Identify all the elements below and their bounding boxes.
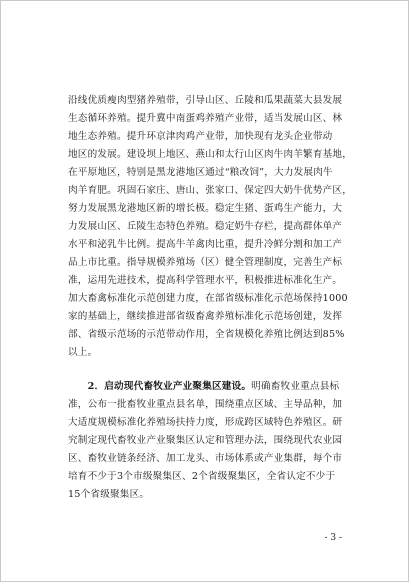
text-line: 以上。 bbox=[68, 347, 98, 358]
text-line: 区、畜牧业链条经济、加工龙头、市场体系或产业集群，每个市 bbox=[68, 453, 343, 464]
text-line: 部、省级示范场的示范带动作用，全省规模化养殖比例达到85% bbox=[68, 329, 345, 340]
text-line: 准，运用先进技术，提高科学管理水平，积极推进标准化生产。 bbox=[68, 275, 343, 286]
text-line: 地区的发展。建设坝上地区、燕山和太行山区肉牛肉羊繁育基地， bbox=[68, 149, 353, 160]
text-line bbox=[68, 378, 360, 396]
page-number: - 3 - bbox=[324, 533, 342, 543]
text-line: 品上市比重。指导规模养殖场（区）健全管理制度，完善生产标 bbox=[68, 257, 343, 268]
paragraph-livestock-layout bbox=[68, 92, 360, 362]
text-line: 力发展山区、丘陵生态特色养殖。稳定奶牛存栏，提高群体单产 bbox=[68, 221, 343, 232]
text-line: 准，公布一批畜牧业重点县名单，围绕重点区域、主导品种，加 bbox=[68, 399, 343, 410]
text-line: 生态循环养殖。提升冀中南蛋鸡养殖产业带，适当发展山区、林 bbox=[68, 113, 343, 124]
text-line: 水平和泌乳牛比例。提高牛羊禽肉比重，提升冷鲜分割和加工产 bbox=[68, 239, 343, 250]
text-line: 沿线优质瘦肉型猪养殖带，引导山区、丘陵和瓜果蔬菜大县发展 bbox=[68, 95, 343, 106]
text-line: 加大畜禽标准化示范创建力度，在部省级标准化示范场保持1000 bbox=[68, 293, 348, 304]
paragraph-industry-cluster bbox=[68, 378, 360, 504]
text-line: 大适度规模标准化养殖场扶持力度，形成跨区域特色养殖区。研 bbox=[68, 417, 343, 428]
text-line: 培育不少于3个市级聚集区、2个省级聚集区，全省认定不少于 bbox=[68, 471, 336, 482]
text-line: 15个省级聚集区。 bbox=[68, 489, 150, 500]
text-line: 家的基础上，继续推进部省级畜禽养殖标准化示范场创建，发挥 bbox=[68, 311, 343, 322]
heading-continuation: 明确畜牧业重点县标 bbox=[251, 381, 340, 392]
text-line: 肉羊育肥。巩固石家庄、唐山、张家口、保定四大奶牛优势产区， bbox=[68, 185, 353, 196]
section-heading: 2．启动现代畜牧业产业聚集区建设。 bbox=[87, 381, 252, 392]
text-line: 在平原地区，特别是黑龙港地区通过“粮改饲”，大力发展肉牛 bbox=[68, 167, 333, 178]
text-line: 究制定现代畜牧业产业聚集区认定和管理办法，围绕现代农业园 bbox=[68, 435, 343, 446]
text-line: 努力发展黑龙港地区新的增长极。稳定生猪、蛋鸡生产能力，大 bbox=[68, 203, 343, 214]
text-line: 地生态养殖。提升环京津肉鸡产业带，加快现有龙头企业带动 bbox=[68, 131, 333, 142]
